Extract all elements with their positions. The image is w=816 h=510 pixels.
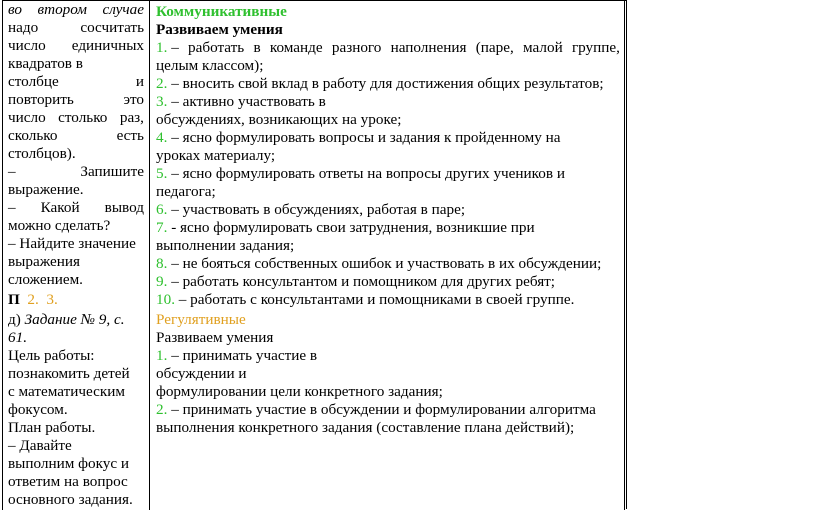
list-item: 6. – участвовать в обсуждениях, работая в паре; bbox=[156, 201, 466, 218]
left-line: – Найдите значение bbox=[8, 235, 136, 252]
list-item-cont: выполнении задания; bbox=[156, 237, 295, 254]
list-item: 10. – работать с консультантами и помощниками в своей группе. bbox=[156, 291, 575, 308]
subheading: Развиваем умения bbox=[156, 329, 274, 346]
list-item-cont: целым классом); bbox=[156, 57, 264, 74]
right-column bbox=[151, 1, 625, 510]
list-item-cont: формулировании цели конкретного задания; bbox=[156, 383, 443, 400]
left-line: повторить это bbox=[8, 91, 144, 108]
list-item-cont: педагога; bbox=[156, 183, 216, 200]
left-line: 61. bbox=[8, 329, 27, 346]
left-line: – Какой вывод bbox=[8, 199, 144, 216]
list-item-cont: выполнения конкретного задания (составление плана действий); bbox=[156, 419, 575, 436]
list-item-cont: уроках материалу; bbox=[156, 147, 276, 164]
left-line: познакомить детей bbox=[8, 365, 130, 382]
list-item-cont: обсуждении и bbox=[156, 365, 247, 382]
lesson-table bbox=[2, 0, 627, 510]
left-line: столбце и bbox=[8, 73, 144, 90]
list-item: 3. – активно участвовать в bbox=[156, 93, 326, 110]
list-item: 5. – ясно формулировать ответы на вопросы других учеников и bbox=[156, 165, 565, 182]
left-line: выполним фокус и bbox=[8, 455, 129, 472]
list-item: 1. – работать в команде разного наполнения (паре, малой группе, bbox=[156, 39, 620, 56]
left-line: сложением. bbox=[8, 271, 83, 288]
left-line: надо сосчитать bbox=[8, 19, 144, 36]
left-column bbox=[3, 1, 150, 510]
left-line: Цель работы: bbox=[8, 347, 95, 364]
left-line: сколько есть bbox=[8, 127, 144, 144]
left-line: во втором случае bbox=[8, 1, 144, 18]
section-heading-communicative: Коммуникативные bbox=[156, 3, 287, 20]
list-item: 7. - ясно формулировать свои затруднения, возникшие при bbox=[156, 219, 535, 236]
left-line: выражение. bbox=[8, 181, 84, 198]
left-line: ответим на вопрос bbox=[8, 473, 128, 490]
left-line: квадратов в bbox=[8, 55, 83, 72]
left-line: столбцов). bbox=[8, 145, 76, 162]
left-line: с математическим bbox=[8, 383, 126, 400]
left-line: выражения bbox=[8, 253, 80, 270]
left-line: д) Задание № 9, с. bbox=[8, 311, 125, 328]
table-border bbox=[626, 0, 627, 509]
subheading: Развиваем умения bbox=[156, 21, 283, 38]
list-item: 8. – не бояться собственных ошибок и участвовать в их обсуждении; bbox=[156, 255, 602, 272]
left-line: План работы. bbox=[8, 419, 96, 436]
list-item: 2. – вносить свой вклад в работу для достижения общих результатов; bbox=[156, 75, 604, 92]
list-item: 9. – работать консультантом и помощником для других ребят; bbox=[156, 273, 556, 290]
left-line: – Давайте bbox=[8, 437, 72, 454]
left-line: основного задания. bbox=[8, 491, 133, 508]
left-line: П 2. 3. bbox=[8, 291, 58, 308]
list-item: 2. – принимать участие в обсуждении и формулировании алгоритма bbox=[156, 401, 596, 418]
left-line: число единичных bbox=[8, 37, 144, 54]
list-item-cont: обсуждениях, возникающих на уроке; bbox=[156, 111, 402, 128]
left-line: можно сделать? bbox=[8, 217, 111, 234]
left-line: фокусом. bbox=[8, 401, 68, 418]
left-line: число столько раз, bbox=[8, 109, 144, 126]
section-heading-regulatory: Регулятивные bbox=[156, 311, 246, 328]
list-item: 1. – принимать участие в bbox=[156, 347, 318, 364]
list-item: 4. – ясно формулировать вопросы и задания к пройденному на bbox=[156, 129, 561, 146]
left-line: – Запишите bbox=[8, 163, 144, 180]
